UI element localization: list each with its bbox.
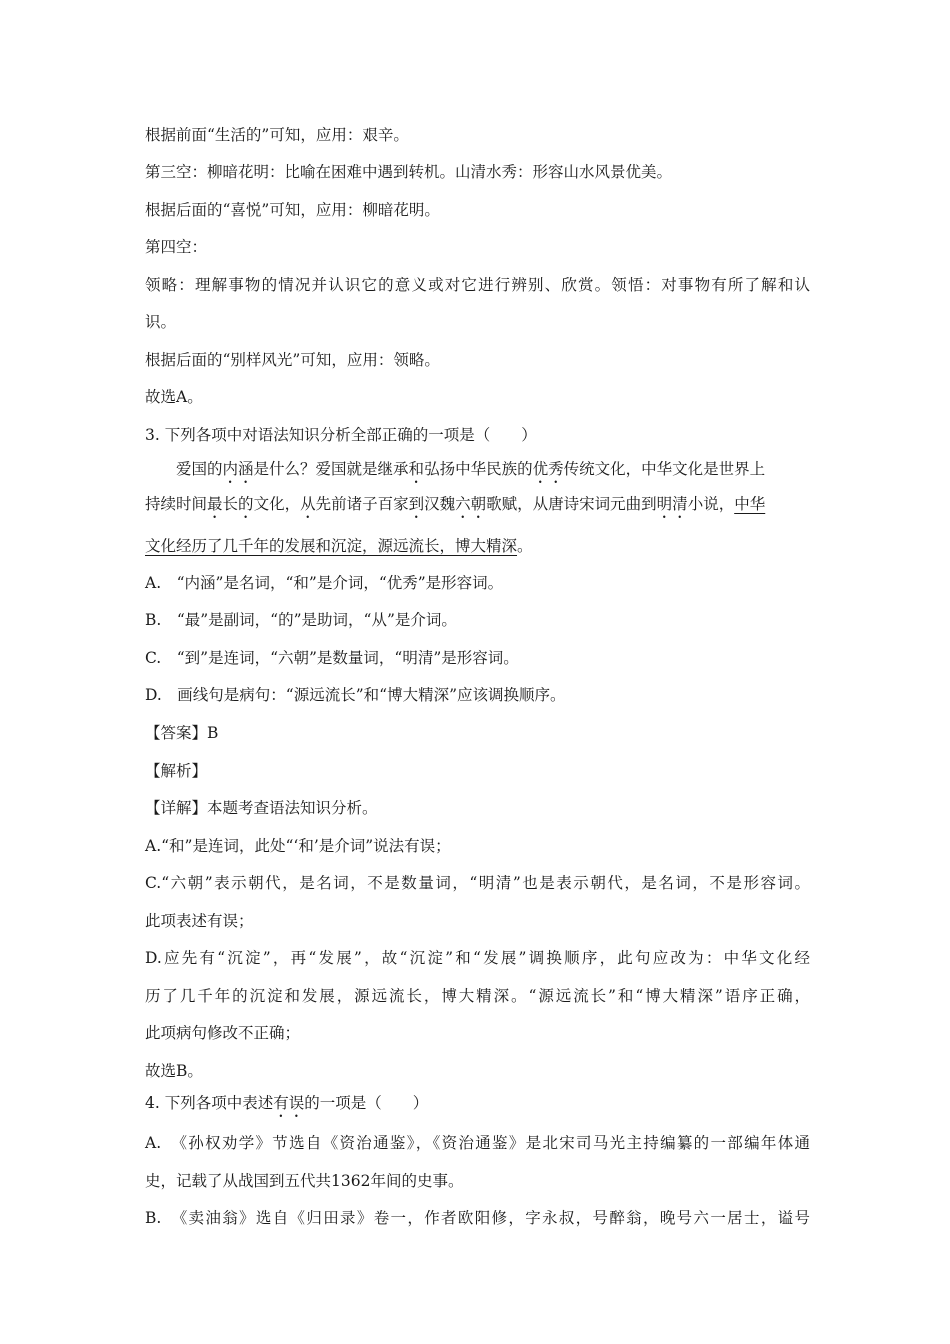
text-line: 识。 — [145, 313, 177, 331]
text-line: 根据前面“生活的”可知，应用：艰辛。 — [145, 126, 409, 144]
conclusion: 故选B。 — [145, 1062, 203, 1080]
option-c: C. “到”是连词，“六朝”是数量词，“明清”是形容词。 — [145, 649, 519, 667]
analysis-label: 【解析】 — [145, 762, 208, 780]
text-line: 根据后面的“喜悦”可知，应用：柳暗花明。 — [145, 201, 440, 219]
passage-text: 传统文化，中华文化是世界上 — [563, 460, 766, 478]
passage-emphasis: 内涵 — [222, 460, 254, 478]
question-3-passage-line-2 — [145, 494, 810, 522]
passage-text: 长 — [222, 495, 239, 513]
passage-text: 先前诸子百家 — [315, 495, 409, 513]
passage-emphasis: 最 — [207, 495, 223, 513]
text-line: 第四空： — [145, 238, 208, 256]
passage-text: 小说， — [687, 495, 735, 513]
detail-explanation: 【详解】本题考查语法知识分析。 — [145, 799, 378, 817]
text-line: 领略：理解事物的情况并认识它的意义或对它进行辨别、欣赏。领悟：对事物有所了解和认 — [145, 276, 810, 294]
passage-text: 文化， — [253, 495, 301, 513]
passage-text: 是什么？爱国就是继承 — [253, 460, 409, 478]
question-3-passage-line-3 — [145, 536, 810, 556]
passage-emphasis: 的 — [238, 495, 254, 513]
text-line: 故选A。 — [145, 388, 203, 406]
passage-text: 弘扬中华民族的 — [424, 460, 533, 478]
option-b: B. “最”是副词，“的”是助词，“从”是介词。 — [145, 611, 457, 629]
passage-underlined: 中华 — [734, 495, 766, 513]
passage-emphasis: 从 — [300, 495, 316, 513]
question-4-option-a-cont: 史，记载了从战国到五代共1362年间的史事。 — [145, 1172, 464, 1190]
option-d: D. 画线句是病句：“源远流长”和“博大精深”应该调换顺序。 — [145, 686, 566, 704]
explanation-d: D.应先有“沉淀”，再“发展”，故“沉淀”和“发展”调换顺序，此句应改为：中华文化经 — [145, 949, 810, 967]
passage-text: 。 — [517, 537, 533, 555]
passage-text: 汉魏 — [424, 495, 456, 513]
passage-text: 持续时间 — [145, 495, 208, 513]
explanation-a: A.“和”是连词，此处“‘和’是介词”说法有误； — [145, 837, 451, 855]
question-4-option-a: A. 《孙权劝学》节选自《资治通鉴》，《资治通鉴》是北宋司马光主持编纂的一部编年体通 — [145, 1134, 810, 1152]
passage-emphasis: 优秀 — [532, 460, 564, 478]
passage-emphasis: 到 — [408, 495, 425, 513]
passage-underlined: 文化经历了几千年的发展和沉淀，源远流长，博大精深 — [145, 537, 518, 555]
explanation-d-cont: 此项病句修改不正确； — [145, 1024, 301, 1042]
option-a: A. “内涵”是名词，“和”是介词，“优秀”是形容词。 — [145, 574, 504, 592]
explanation-c-cont: 此项表述有误； — [145, 912, 254, 930]
passage-emphasis: 明清 — [656, 495, 688, 513]
passage-emphasis: 六朝 — [455, 495, 487, 513]
answer: 【答案】B — [145, 724, 219, 742]
stem-emphasis: 有误 — [273, 1094, 305, 1112]
question-4-stem — [145, 1093, 810, 1121]
stem-text: 的一项是（ ） — [304, 1094, 429, 1112]
question-4-option-b: B. 《卖油翁》选自《归田录》卷一，作者欧阳修，字永叔，号醉翁，晚号六一居士，谥号 — [145, 1209, 810, 1227]
stem-text: 4. 下列各项中表述 — [145, 1094, 274, 1112]
passage-emphasis: 和 — [408, 460, 425, 478]
text-line: 根据后面的“别样风光”可知，应用：领略。 — [145, 351, 440, 369]
passage-text: 歌赋，从唐诗宋词元曲到 — [486, 495, 657, 513]
passage-text: 爱国的 — [176, 460, 223, 478]
explanation-c: C.“六朝”表示朝代，是名词，不是数量词，“明清”也是表示朝代，是名词，不是形容词。 — [145, 874, 810, 892]
explanation-d-cont: 历了几千年的沉淀和发展，源远流长，博大精深。“源远流长”和“博大精深”语序正确， — [145, 987, 810, 1005]
question-3-passage-line-1 — [176, 459, 810, 487]
text-line: 第三空：柳暗花明：比喻在困难中遇到转机。山清水秀：形容山水风景优美。 — [145, 163, 673, 181]
question-3-stem: 3. 下列各项中对语法知识分析全部正确的一项是（ ） — [145, 426, 537, 444]
